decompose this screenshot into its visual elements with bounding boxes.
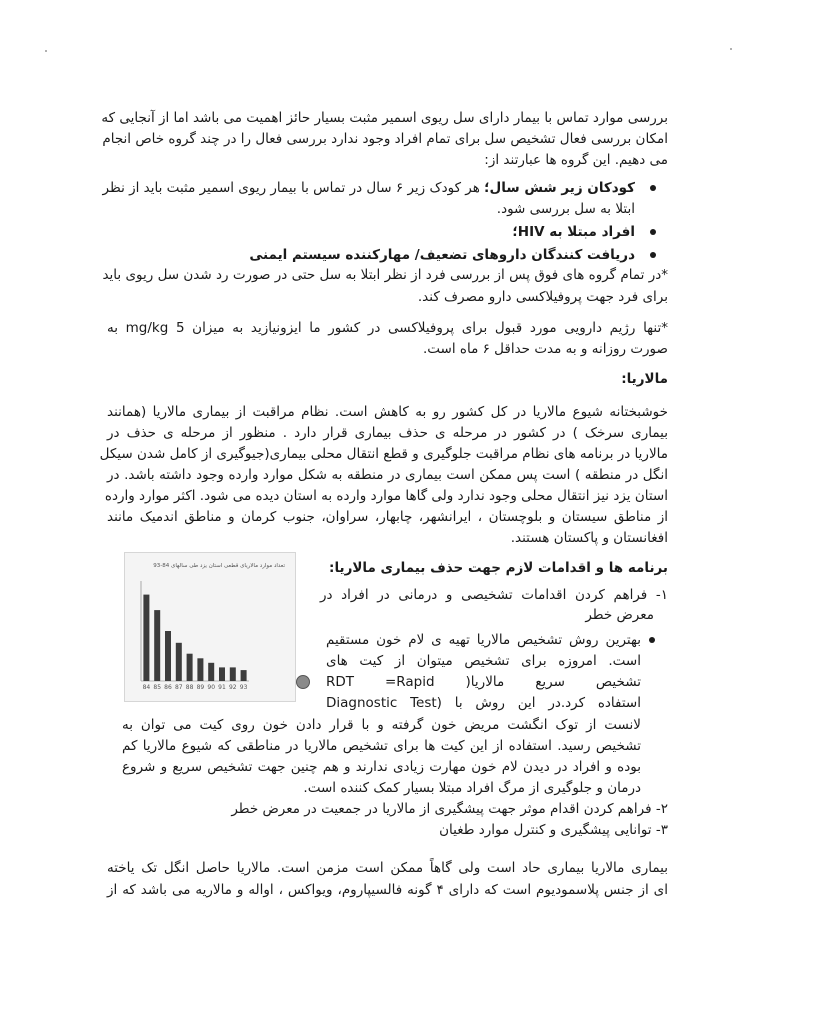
chart-bar	[165, 631, 171, 681]
intro-line-1: بررسی موارد تماس با بیمار دارای سل ریوی اسمیر مثبت بسیار حائز اهمیت می باشد اما از آنجایی که	[101, 110, 668, 126]
chart-x-tick-label: 90	[207, 684, 216, 691]
note-2-line-2: صورت روزانه و به مدت حداقل ۶ ماه است.	[422, 341, 668, 357]
chart-title: تعداد موارد مالاریای قطعی استان یزد طی سالهای 84-93	[153, 563, 285, 569]
chart-bar	[230, 667, 236, 681]
chart-x-tick-label: 88	[185, 684, 194, 691]
note-1-line-1: *در تمام گروه های فوق پس از بررسی فرد از نظر ابتلا به سل حتی در صورت رد شدن سل ریوی باید	[102, 267, 668, 283]
program-bullet-line-7: بوده و افراد در دیدن لام خون مهارت زیادی ندارند و هم چنین جهت تشخیص سریع و شروع	[122, 759, 641, 775]
note-1-line-2: برای فرد جهت پروفیلاکسی دارو مصرف کند.	[417, 289, 668, 305]
bullet-1	[650, 185, 656, 191]
group-2: افراد مبتلا به HIV؛	[512, 224, 635, 240]
intro-line-3: می دهیم. این گروه ها عبارتند از:	[484, 152, 668, 168]
chart-svg	[125, 553, 295, 701]
malaria-cases-chart	[124, 552, 296, 702]
group-1-title: کودکان زیر شش سال؛	[484, 180, 635, 196]
chart-x-tick-label: 92	[228, 684, 237, 691]
program-bullet-line-5: لانست از توک انگشت مریض خون گرفته و با قرار دادن خون روی کیت می توان به	[122, 717, 641, 733]
scan-hole-marker	[296, 675, 310, 689]
chart-x-tick-label: 91	[218, 684, 226, 691]
note-2-line-1: *تنها رژیم دارویی مورد قبول برای پروفیلاکسی در کشور ما ایزونیازید به میزان 5 mg/kg به	[107, 320, 668, 336]
chart-bar	[143, 595, 149, 681]
group-1-text: هر کودک زیر ۶ سال در تماس با بیمار ریوی اسمیر مثبت باید از نظر	[102, 180, 485, 196]
chart-bar	[208, 663, 214, 681]
bullet-2	[650, 229, 656, 235]
chart-bar	[219, 667, 225, 681]
chart-x-tick-label: 84	[142, 684, 151, 691]
chart-x-tick-label: 89	[196, 684, 205, 691]
bullet-4	[649, 637, 655, 643]
malaria-p-line-1: خوشبختانه شیوع مالاریا در کل کشور رو به کاهش است. نظام مراقبت از بیماری مالاریا (همانند	[107, 404, 668, 420]
program-bullet-line-6: تشخیص رسید. استفاده از این کیت ها برای تشخیص مالاریا در مناطقی که شیوع مالاریا کم	[122, 738, 641, 754]
closing-line-2: ای از جنس پلاسمودیوم است که دارای ۴ گونه فالسیپاروم، ویواکس ، اواله و مالاریه می باشد که از	[107, 882, 668, 898]
malaria-p-line-6: از مناطق سیستان و بلوچستان ، ایرانشهر، چابهار، سراوان، جنوب کرمان و مناطق اندمیک مانند	[107, 509, 668, 525]
program-bullet-line-4: Diagnostic Test) استفاده کرد.در این روش با	[326, 695, 641, 711]
scan-speck	[730, 48, 732, 50]
chart-bar	[187, 654, 193, 681]
intro-line-2: امکان بررسی فعال تشخیص سل برای تمام افراد وجود ندارد بررسی فعال را در چند گروه خاص انجام	[102, 131, 668, 147]
scan-speck	[45, 50, 47, 52]
program-item-2: ۲- فراهم کردن اقدام موثر جهت پیشگیری از مالاریا در جمعیت در معرض خطر	[231, 801, 668, 817]
chart-bar	[241, 670, 247, 681]
chart-bar	[197, 658, 203, 681]
chart-x-tick-label: 93	[239, 684, 248, 691]
malaria-p-line-3: مالاریا در برنامه های نظام مراقبت جلوگیری و قطع انتقال محلی بیماری(جیوگیری از کامل شدن سیکل	[99, 446, 668, 462]
malaria-p-line-7: افغانستان و پاکستان هستند.	[510, 530, 668, 546]
chart-bars	[141, 581, 249, 691]
program-item-1-line-1: ۱- فراهم کردن اقدامات تشخیصی و درمانی در افراد در	[320, 587, 668, 603]
program-item-3: ۳- توانایی پیشگیری و کنترل موارد طغیان	[439, 822, 668, 838]
chart-x-tick-label: 86	[164, 684, 172, 691]
group-1-line-1	[103, 178, 635, 198]
group-1-line-2: ابتلا به سل بررسی شود.	[496, 201, 635, 217]
chart-x-tick-label: 85	[153, 684, 162, 691]
program-bullet-line-3: تشخیص سریع مالاریا( RDT =Rapid	[326, 674, 642, 690]
malaria-heading: مالاریا:	[621, 371, 668, 387]
program-bullet-line-1: بهترین روش تشخیص مالاریا تهیه ی لام خون مستقیم	[326, 632, 641, 648]
malaria-p-line-4: انگل در منطقه ) است پس ممکن است بیماری در منطقه به شکل موارد وارده وجود داشته باشد. در	[107, 467, 668, 483]
chart-bar	[176, 643, 182, 681]
group-3: دریافت کنندگان داروهای تضعیف/ مهارکننده سیستم ایمنی	[249, 247, 635, 263]
program-bullet-line-8: درمان و جلوگیری از مرگ افراد مبتلا بسیار کمک کننده است.	[303, 780, 641, 796]
malaria-p-line-2: بیماری سرخک ) در کشور در مرحله ی حذف بیماری قرار دارد . منظور از مرحله ی حذف در	[107, 425, 668, 441]
chart-x-tick-label: 87	[174, 684, 183, 691]
malaria-p-line-5: استان یزد نیز انتقال محلی وجود ندارد ولی گاها موارد وارده به استان دیده می شود. اکثر موارد وارده	[104, 488, 668, 504]
chart-bar	[154, 610, 160, 681]
closing-line-1: بیماری مالاریا بیماری حاد است ولی گاهاً ممکن است مزمن است. مالاریا حاصل انگل تک یاخته	[107, 860, 668, 876]
program-bullet-line-2: است. امروزه برای تشخیص میتوان از کیت های	[326, 653, 641, 669]
program-heading: برنامه ها و اقدامات لازم جهت حذف بیماری مالاریا:	[329, 560, 668, 576]
bullet-3	[650, 252, 656, 258]
program-item-1-line-2: معرض خطر	[585, 607, 654, 623]
